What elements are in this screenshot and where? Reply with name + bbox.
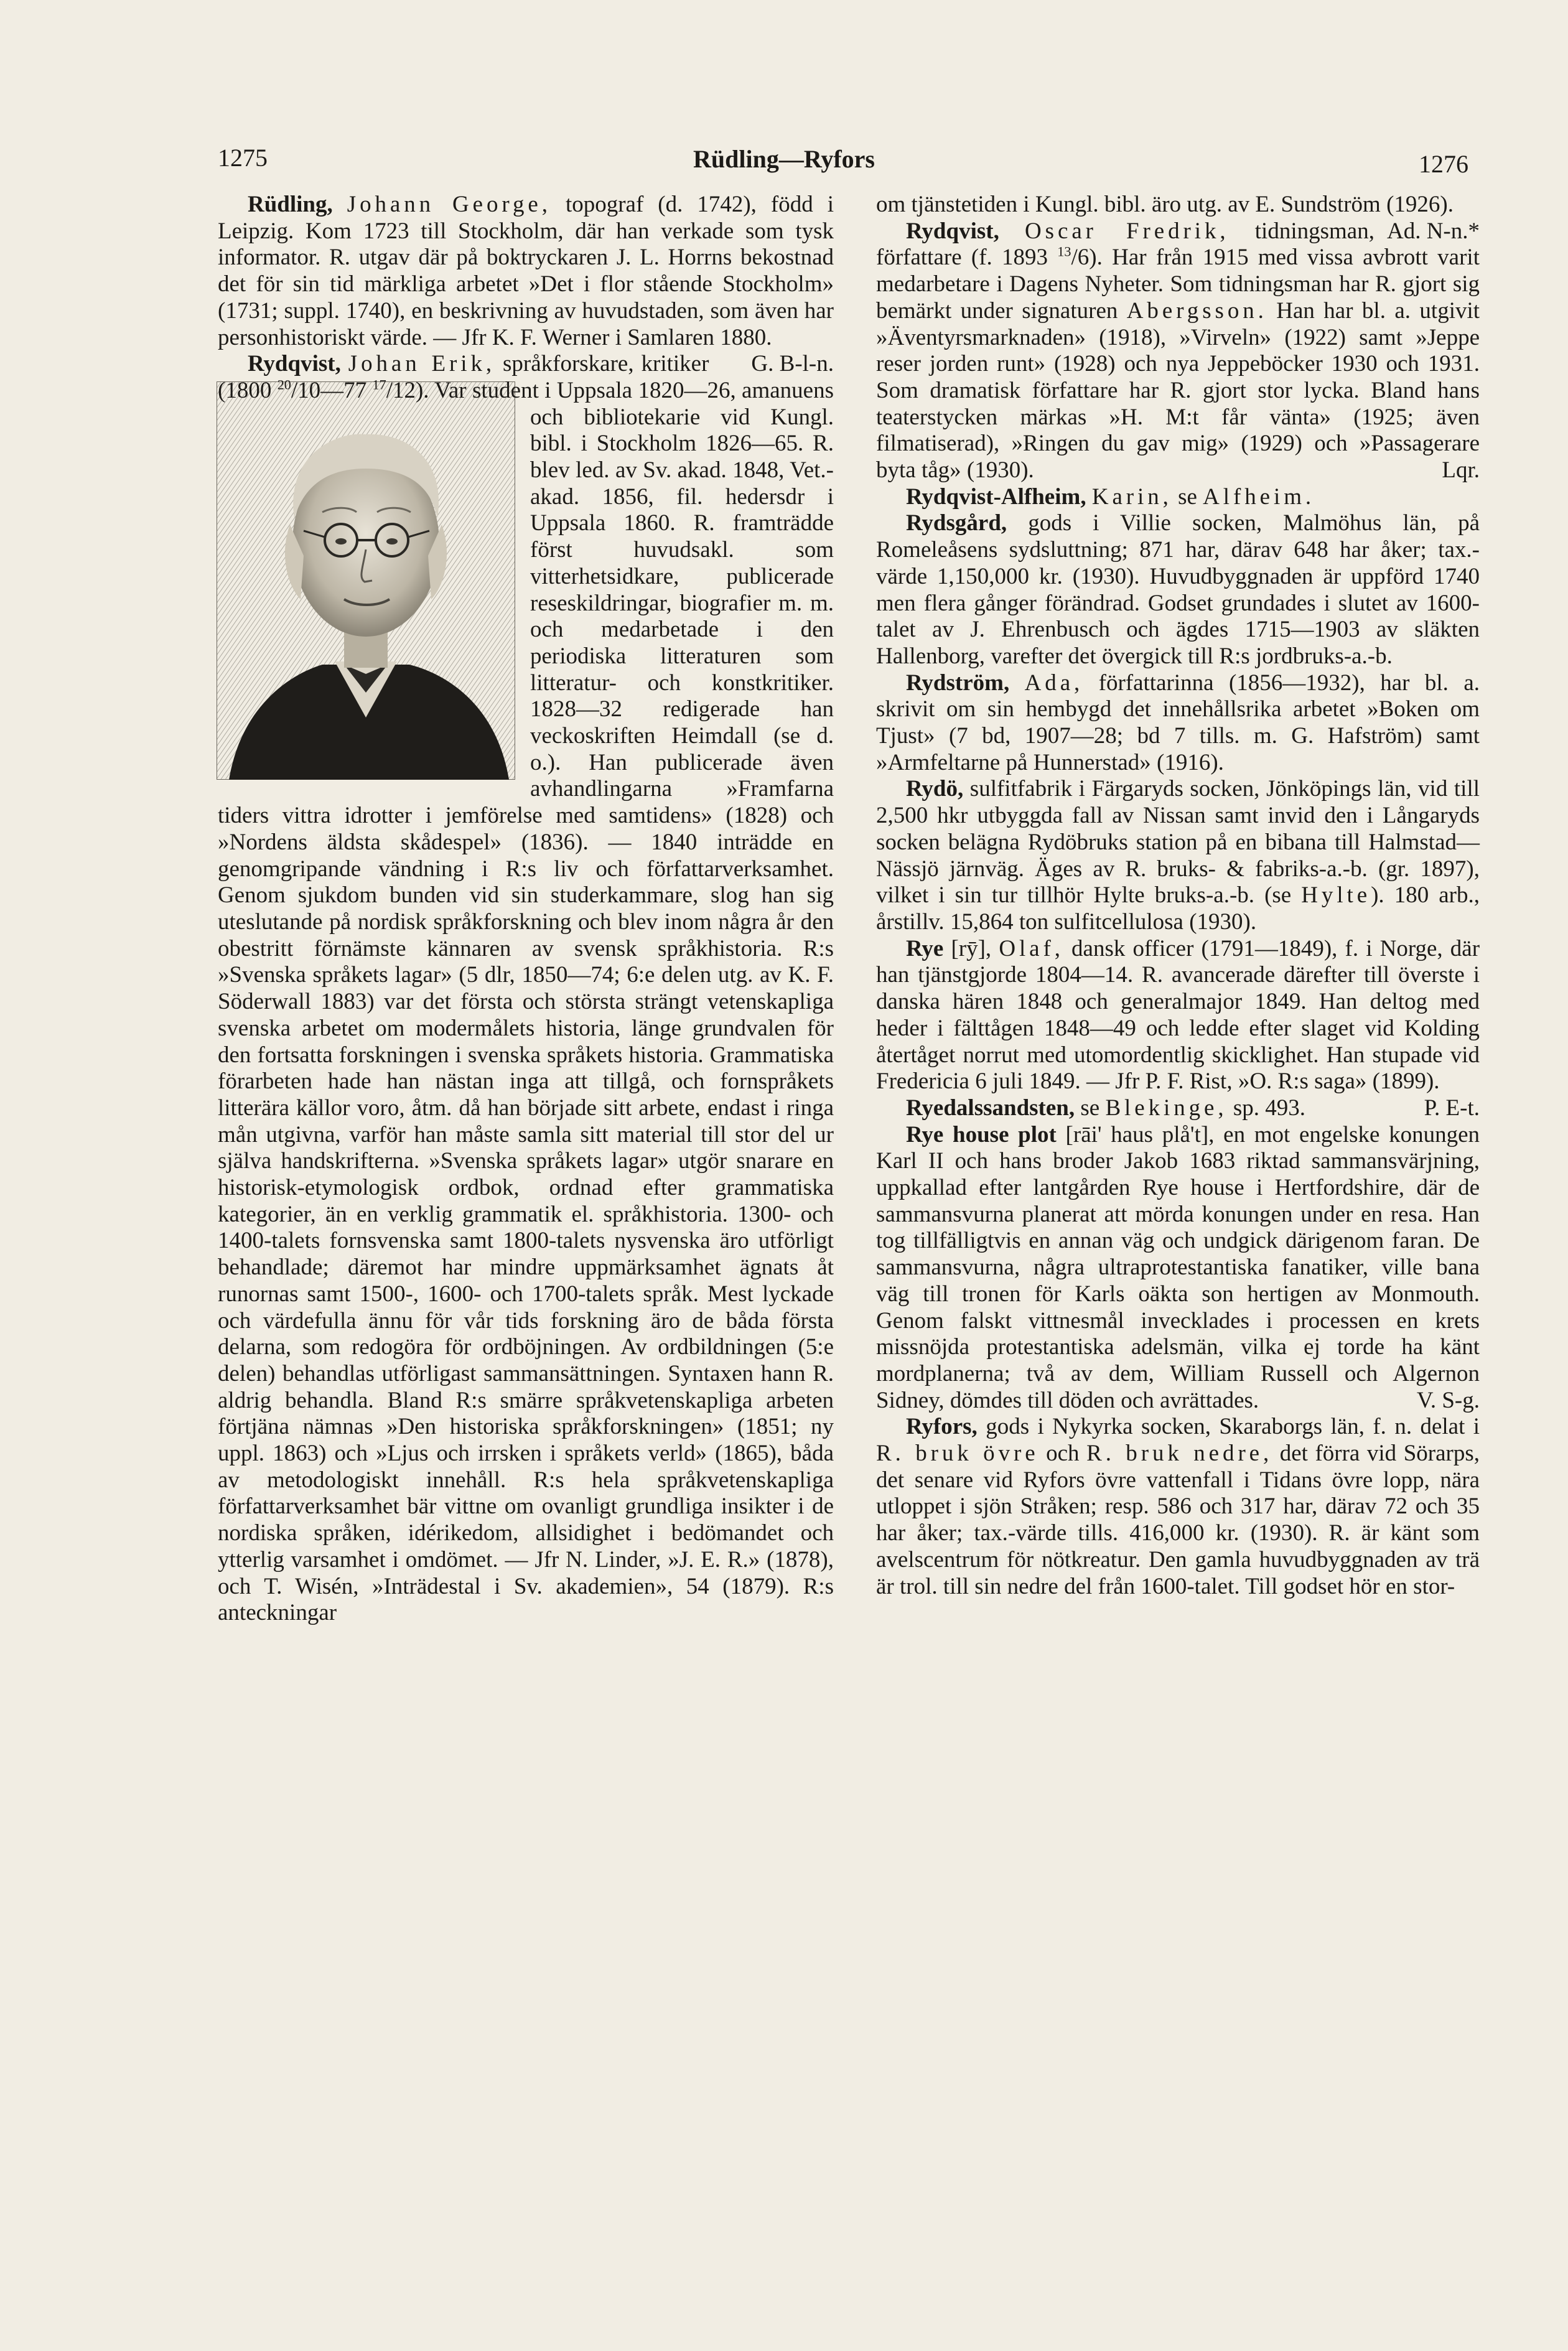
headword: Ryedalssandsten,: [906, 1095, 1075, 1121]
entry-text: sp. 493.: [1233, 1095, 1305, 1121]
date-superscript: 20: [277, 376, 291, 393]
left-column: [218, 192, 834, 1627]
place-name: R. bruk övre: [876, 1441, 1039, 1467]
author-signature: Ad. N-n.*: [1386, 218, 1480, 244]
pronunciation: [rȳ],: [951, 935, 992, 961]
cross-reference: Alfheim.: [1203, 484, 1315, 510]
entry-rydqvist-oscar: [876, 218, 1480, 484]
entry-rye-house-plot: [876, 1122, 1480, 1414]
person-name: Johan Erik,: [348, 351, 496, 377]
entry-rydsgard: [876, 510, 1480, 670]
entry-text: Han har bl. a. utgivit »Äventyrsmarknaden» (1918), »Virveln» (1922) samt »Jeppe reser jorden runt» (1928) och nya Jeppeböcker 1930 och 1931. Som dramatisk författare har R. gjort stor lycka. Bland hans teaterstycken märkas »H. M:t får vänta» (1925; även filmatiserad), »Ringen du gav mig» (1929) och »Passagerare byta tåg» (1930).: [876, 297, 1480, 484]
person-name: Olaf,: [999, 935, 1064, 961]
entry-text: författarinna (1856—1932), har bl. a. skrivit om sin hembygd det innehållsrika arbetet »Boken om Tjust» (7 bd, 1907—28; bd 7 tills. m. G. Hafström) samt »Armfeltarne på Hunnerstad» (1916).: [876, 670, 1480, 775]
entry-rydqvist-johan-erik: [218, 351, 834, 1627]
entry-text: en mot engelske konungen Karl II och hans broder Jakob 1683 riktad sammansvärjning, uppkallad efter lantgården Rye house i Hertfordshire, där de sammansvurna planerat att mörda konungen under en resa. Han tog tillfälligtvis en annan väg och undgick därigenom faran. De sammansvurna, några ultraprotestantiska fanatiker, ville bana väg till tronen för Karls oäkta son hertigen av Monmouth. Genom falskt vittnesmål invecklades i processen en krets missnöjda protestantiska adelsmän, vilka ej torde ha känt mordplanerna; två av dem, William Russell och Algernon Sidney, dömdes till döden och avrättades.: [876, 1121, 1480, 1413]
entry-text: gods i Villie socken, Malmöhus län, på Romeleåsens sydsluttning; 871 har, därav 648 har åker; tax.-värde 1,150,000 kr. (1930). Huvudbyggnaden är uppförd 1740 men flera gånger förändrad. Godset grundades i slutet av 1600-talet av J. Ehrenbusch och ägdes 1715—1903 av släkten Hallenborg, varefter det övergick till R:s jordbruks-a.-b.: [876, 510, 1480, 669]
entry-rydo: [876, 776, 1480, 935]
headword: Rydsgård,: [906, 510, 1007, 536]
place-name: R. bruk nedre,: [1086, 1441, 1273, 1467]
cross-reference: Hylte: [1301, 882, 1371, 909]
headword: Rye house plot: [906, 1121, 1057, 1147]
entry-ryfors: [876, 1414, 1480, 1600]
entry-text: språkforskare, kritiker (1800: [218, 351, 709, 403]
signature-name: Abergsson.: [1126, 297, 1267, 324]
entry-text: topograf (d. 1742), född i Leipzig. Kom 1723 till Stockholm, där han verkade som tysk informator. R. utgav där på boktryckaren J. L. Horrns bekostnad det för sin tid märkliga arbetet »Det i flor stående Stockholm» (1731; suppl. 1740), en beskrivning av huvudstaden, som även har personhistoriskt värde. — Jfr K. F. Werner i Samlaren 1880.: [218, 192, 834, 350]
see-text: se: [1178, 484, 1197, 510]
cross-reference: Blekinge,: [1105, 1095, 1228, 1121]
see-text: se: [1080, 1095, 1100, 1121]
headword: Rydqvist,: [248, 351, 341, 377]
entry-text: —77: [320, 377, 367, 403]
entry-rydstrom: [876, 670, 1480, 777]
headword: Rydö,: [906, 776, 964, 802]
entry-text: det förra vid Sörarps, det senare vid Ryfors övre vattenfall i Tidans övre lopp, nära utloppet i sjön Stråken; resp. 586 och 317 har, därav 72 och 35 har åker; tax.-värde tills. 416,000 kr. (1930). R. är känt som avelscentrum för nötkreatur. Den gamla huvudbyggnaden av trä är trol. till sin nedre del från 1600-talet. Till godset hör en stor-: [876, 1441, 1480, 1599]
right-column: [876, 192, 1480, 1600]
page-number-right: 1276: [1419, 150, 1468, 178]
person-name: Oscar Fredrik,: [1025, 218, 1230, 244]
page-number-left: 1275: [218, 144, 268, 172]
author-signature: G. B-l-n.: [751, 351, 834, 377]
person-name: Ada,: [1024, 670, 1084, 696]
date-superscript: 13: [1057, 244, 1071, 260]
date-fraction: /12: [386, 377, 416, 403]
entry-text: gods i Nykyrka socken, Skaraborgs län, f. n. delat i: [986, 1414, 1480, 1440]
author-signature: V. S-g.: [1416, 1387, 1480, 1413]
date-superscript: 17: [372, 376, 386, 393]
author-signature: P. E-t.: [1424, 1095, 1480, 1121]
entry-text: om tjänstetiden i Kungl. bibl. äro utg. av E. Sundström (1926).: [876, 192, 1454, 217]
headword: Rydqvist,: [906, 218, 999, 244]
entry-text: sulfitfabrik i Färgaryds socken, Jönköpings län, vid till 2,500 hkr utbyggda fall av Nissan samt invid den i Långaryds socken belägna Rydöbruks station på en bibana till Halmstad—Nässjö järnväg. Äges av R. bruks- & fabriks-a.-b. (gr. 1897), vilket i sin tur tillhör Hylte bruks-a.-b. (se: [876, 776, 1480, 909]
entry-text: ). 180 arb., årstillv. 15,864 ton sulfitcellulosa (1930).: [876, 882, 1480, 935]
date-fraction: /10: [291, 377, 321, 403]
headword: Rydqvist-Alfheim,: [906, 484, 1086, 510]
person-name: Johann George,: [347, 192, 551, 217]
entry-rydqvist-alfheim: [876, 484, 1480, 511]
entry-text: ). Var student i Uppsala 1820—26, amanuens och bibliotekarie vid Kungl. bibl. i Stockholm 1826—65. R. blev led. av Sv. akad. 1848, Vet.-akad. 1856, fil. hedersdr i Uppsala 1860. R. framträdde först huvudsakl. som vitterhetsidkare, publicerade reseskildringar, biografier m. m. och medarbetade i den periodiska litteraturen som litteratur- och konstkritiker. 1828—32 redigerade han veckoskriften Heimdall (se d. o.). Han publicerade även avhandlingarna »Framfarna tiders vittra idrotter i jemförelse med samtidens» (1828) och »Nordens äldsta skådespel» (1836). — 1840 inträdde en genomgripande vändning i R:s liv och författarverksamhet. Genom sjukdom bunden vid sin studerkammare, slog han sig uteslutande på nordisk språkforskning och blev inom några år den obestritt förnämste kännaren av svensk språkhistoria. R:s »Svenska språkets lagar» (5 dlr, 1850—74; 6:e delen utg. av K. F. Söderwall 1883) var det första och största strängt vetenskapliga svenska arbetet om modermålets historia, länge grundvalen för den fortsatta forskningen i svenska språkets historia. Grammatiska förarbeten hade han nästan inga att tillgå, och fornspråkets litterära källor voro, åtm. då han började sitt arbete, endast i ringa mån utgivna, varför han måste samla sitt material till stor del ur själva handskrifterna. »Svenska språkets lagar» utgör snarare en historisk-etymologisk ordbok, ordnad efter grammatiska kategorier, än en verklig grammatik el. språkhistoria. 1300- och 1400-talets fornsvenska samt 1800-talets nysvenska äro utförligt behandlade; däremot har mindre uppmärksamhet ägnats åt runornas samt 1500-, 1600- och 1700-talets språk. Mest lyckade och värdefulla ännu för vår tids forskning äro de båda första delarna, som redogöra för ordböjningen. Av ordbildningen (5:e delen) behandlas utförligast sammansättningen. Syntaxen hann R. aldrig behandla. Bland R:s smärre språkvetenskapliga arbeten förtjäna nämnas »Den historiska språkforskningen» (1851; ny uppl. 1863) och »Ljus och irrsken i språkets verld» (1865), båda av metodologiskt innehåll. R:s hela språkvetenskapliga författarverksamhet bär vittne om ovanligt grundliga insikter i de nordiska språken, idérikedom, allsidighet i bedömandet och ytterlig varsamhet i omdömet. — Jfr N. Linder, »J. E. R.» (1878), och T. Wisén, »Inträdestal i Sv. akademien», 54 (1879). R:s anteckningar: [218, 377, 834, 1626]
entry-text: och: [1046, 1441, 1080, 1467]
entry-text: dansk officer (1791—1849), f. i Norge, där han tjänstgjorde 1804—14. R. avancerade därefter till överste i danska hären 1848 och generalmajor 1849. Han deltog med heder i fälttågen 1848—49 och ledde efter slaget vid Kolding återtåget norrut med utomordentlig skicklighet. Han stupade vid Fredericia 6 juli 1849. — Jfr P. F. Rist, »O. R:s saga» (1899).: [876, 935, 1480, 1095]
headword: Rye: [906, 935, 944, 961]
entry-ryedalssandsten: [876, 1095, 1480, 1122]
entry-text: tidningsman, författare (f. 1893: [876, 218, 1374, 271]
headword: Rüdling,: [248, 192, 333, 217]
headword: Rydström,: [906, 670, 1010, 696]
running-head: Rüdling—Ryfors: [693, 145, 875, 173]
headword: Ryfors,: [906, 1414, 978, 1440]
portrait-image: [217, 381, 515, 780]
pronunciation: [rāi' haus plå't],: [1065, 1121, 1215, 1147]
person-name: Karin,: [1091, 484, 1172, 510]
entry-text: ). Har från 1915 med vissa avbrott varit medarbetare i Dagens Nyheter. Som tidningsman har R. gjort sig bemärkt under signaturen: [876, 245, 1480, 324]
author-signature: Lqr.: [1442, 457, 1480, 484]
date-fraction: /6: [1071, 245, 1090, 271]
